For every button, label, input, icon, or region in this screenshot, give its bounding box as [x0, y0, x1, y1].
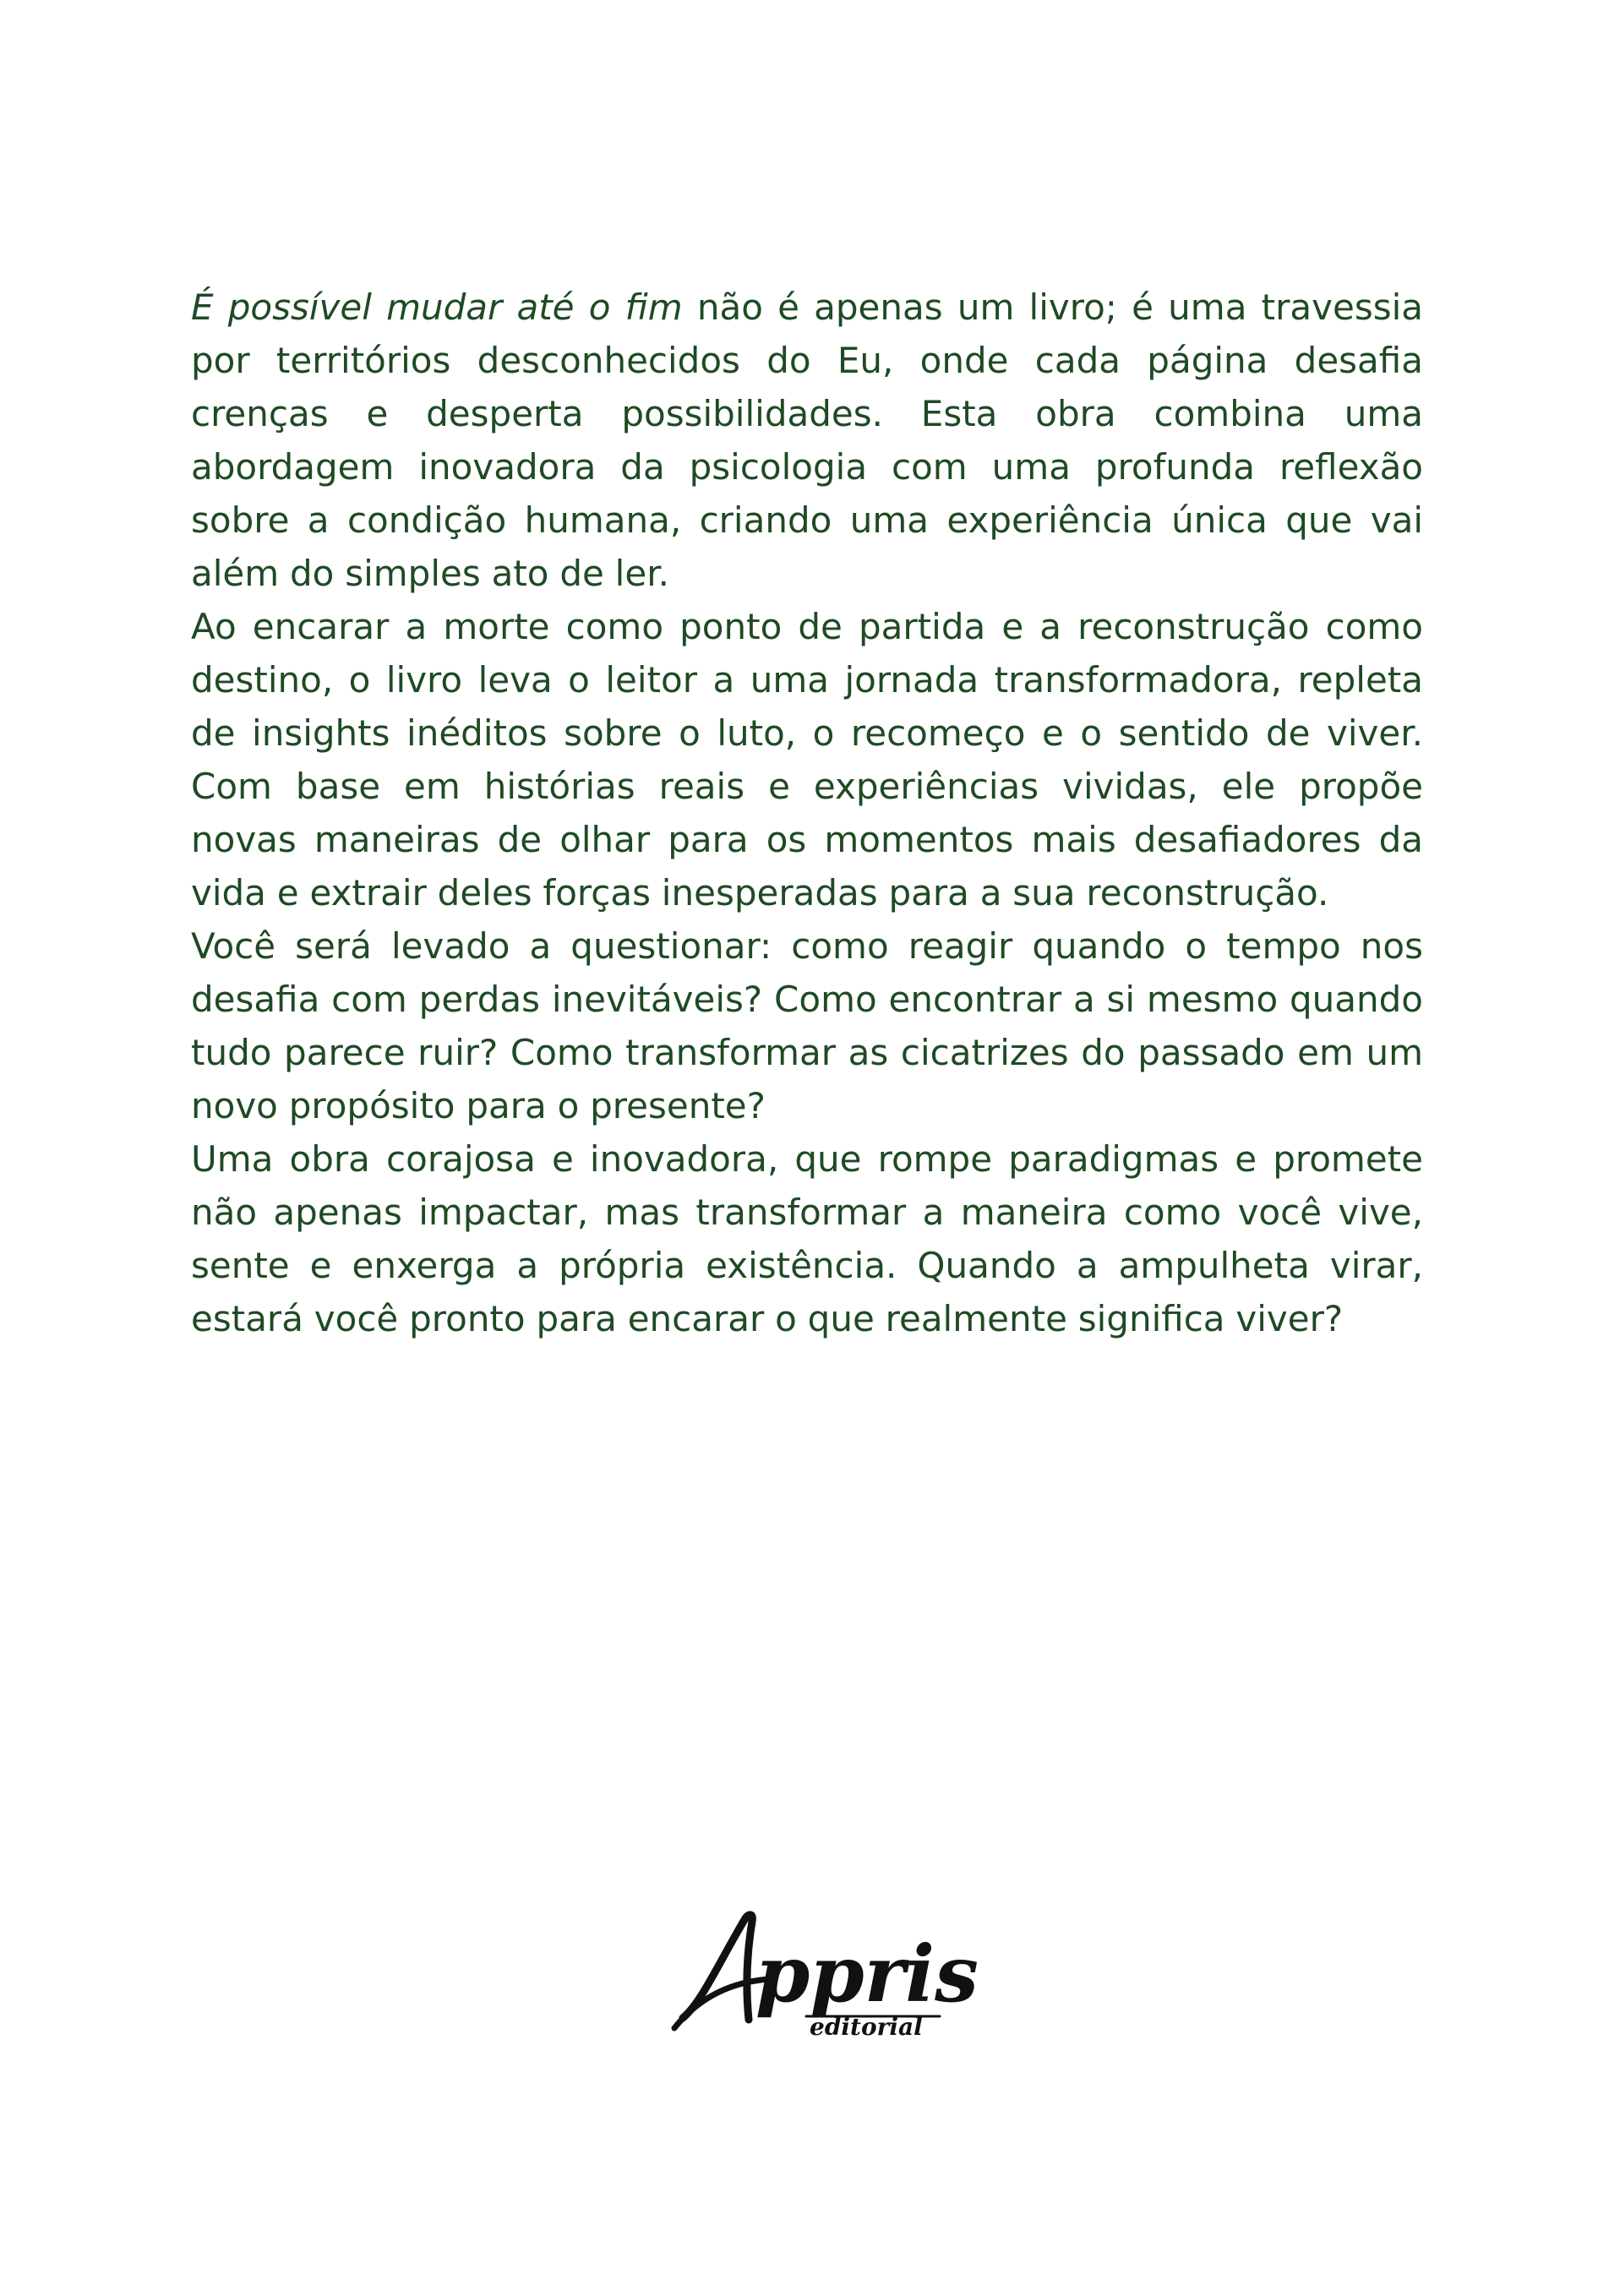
synopsis-paragraph-4: Uma obra corajosa e inovadora, que rompe paradigmas e promete não apenas impactar, mas transformar a maneira como você vive, sente e enxerga a própria existência. Quando a ampulheta virar, estará você pronto para encarar o que realmente significa viver?: [191, 1138, 1423, 1339]
synopsis-paragraph-1-text: não é apenas um livro; é uma travessia por territórios desconhecidos do Eu, onde cada página desafia crenças e desperta possibilidades. Esta obra combina uma abordagem inovadora da psicologia com uma profunda reflexão sobre a condição humana, criando uma experiência única que vai além do simples ato de ler.: [191, 286, 1423, 594]
logo-subtitle: editorial: [810, 2013, 923, 2041]
book-title-italic: É possível mudar até o fim: [191, 286, 683, 328]
synopsis-text: [191, 281, 1423, 1345]
logo-wordmark: ppris: [755, 1928, 979, 2020]
synopsis-paragraph-3: Você será levado a questionar: como reagir quando o tempo nos desafia com perdas inevitáveis? Como encontrar a si mesmo quando tudo parece ruir? Como transformar as cicatrizes do passado em um novo propósito para o presente?: [191, 925, 1423, 1126]
synopsis-paragraph-1: [191, 281, 1423, 600]
synopsis-paragraph-2: Ao encarar a morte como ponto de partida e a reconstrução como destino, o livro leva o leitor a uma jornada transformadora, repleta de insights inéditos sobre o luto, o recomeço e o sentido de viver. Com base em histórias reais e experiências vividas, ele propõe novas maneiras de olhar para os momentos mais desafiadores da vida e extrair deles forças inesperadas para a sua reconstrução.: [191, 606, 1423, 913]
appris-logo-mark: [668, 1901, 979, 2045]
appris-editorial-logo: [668, 1901, 979, 2045]
